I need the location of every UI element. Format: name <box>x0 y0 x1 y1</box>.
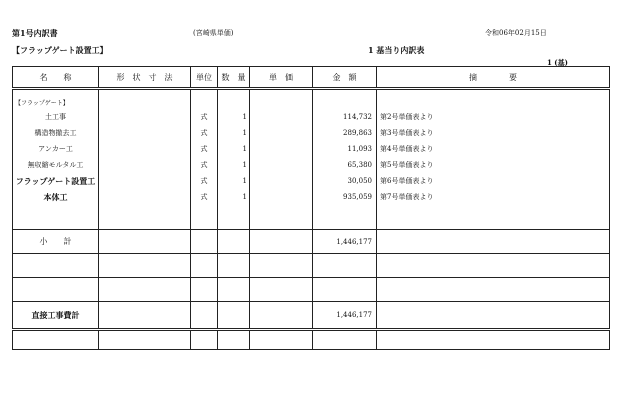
item-remarks: 第3号単価表より <box>377 125 610 141</box>
item-name: 本体工 <box>13 189 99 205</box>
item-name: 土工事 <box>13 109 99 125</box>
item-unit: 式 <box>191 109 218 125</box>
item-amount: 289,863 <box>313 125 377 141</box>
unit-note: 1 (基) <box>547 58 568 67</box>
item-unit: 式 <box>191 173 218 189</box>
breakdown-table <box>12 66 610 350</box>
col-price-header: 単 価 <box>250 67 313 89</box>
item-amount: 65,380 <box>313 157 377 173</box>
item-remarks: 第4号単価表より <box>377 141 610 157</box>
subtotal-row <box>13 230 610 254</box>
document-id: 第1号内訳書 <box>12 28 58 38</box>
col-unit-header: 単位 <box>191 67 218 89</box>
item-unit: 式 <box>191 189 218 205</box>
price-basis: (宮崎県単価) <box>193 29 234 37</box>
col-name-header: 名 称 <box>13 67 99 89</box>
item-name: 無収縮モルタル工 <box>13 157 99 173</box>
item-remarks: 第7号単価表より <box>377 189 610 205</box>
item-remarks: 第2号単価表より <box>377 109 610 125</box>
table-row <box>13 125 610 141</box>
item-name: フラップゲート設置工 <box>13 173 99 189</box>
total-row <box>13 302 610 330</box>
subtotal-amount: 1,446,177 <box>313 230 377 254</box>
item-qty: 1 <box>218 189 250 205</box>
subtotal-label: 小 計 <box>13 230 99 254</box>
total-amount: 1,446,177 <box>313 302 377 330</box>
item-qty: 1 <box>218 157 250 173</box>
item-unit: 式 <box>191 125 218 141</box>
col-amount-header: 金 額 <box>313 67 377 89</box>
item-amount: 114,732 <box>313 109 377 125</box>
col-qty-header: 数 量 <box>218 67 250 89</box>
item-qty: 1 <box>218 125 250 141</box>
item-qty: 1 <box>218 109 250 125</box>
item-amount: 30,050 <box>313 173 377 189</box>
document-title: 【フラップゲート設置工】 <box>12 45 108 55</box>
item-qty: 1 <box>218 173 250 189</box>
col-remarks-header: 摘 要 <box>377 67 610 89</box>
col-spec-header: 形 状 寸 法 <box>99 67 191 89</box>
table-header-row <box>13 67 610 89</box>
total-label: 直接工事費計 <box>13 302 99 330</box>
item-qty: 1 <box>218 141 250 157</box>
document-subtitle: 1 基当り内訳表 <box>368 45 425 55</box>
item-unit: 式 <box>191 141 218 157</box>
item-amount: 11,093 <box>313 141 377 157</box>
document-date: 令和06年02月15日 <box>485 29 547 37</box>
table-row <box>13 189 610 205</box>
table-row <box>13 109 610 125</box>
section-label: 【フラップゲート】 <box>13 96 99 109</box>
item-amount: 935,059 <box>313 189 377 205</box>
table-row <box>13 157 610 173</box>
item-remarks: 第6号単価表より <box>377 173 610 189</box>
section-row <box>13 96 610 109</box>
table-row <box>13 141 610 157</box>
item-remarks: 第5号単価表より <box>377 157 610 173</box>
item-unit: 式 <box>191 157 218 173</box>
table-row <box>13 173 610 189</box>
item-name: 構造物撤去工 <box>13 125 99 141</box>
item-name: アンカー工 <box>13 141 99 157</box>
